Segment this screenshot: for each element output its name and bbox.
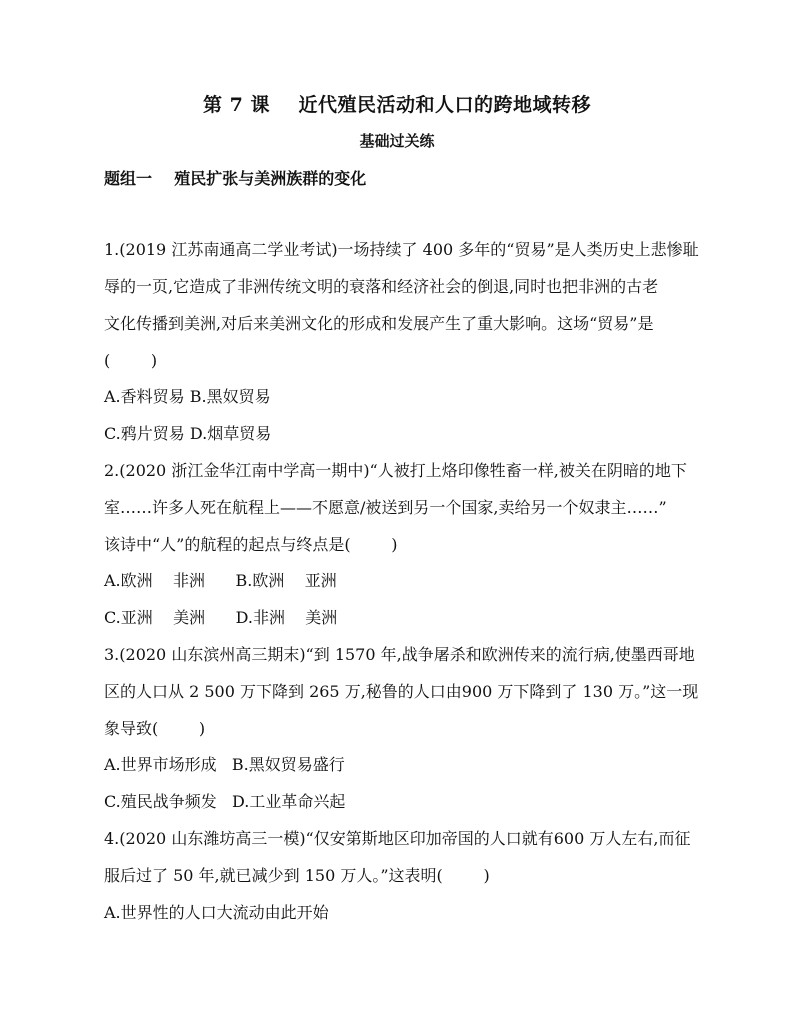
question-1-options-ab: A.香料贸易 B.黑奴贸易: [104, 387, 271, 406]
question-2-line-2: 室……许多人死在航程上——不愿意/被送到另一个国家,卖给另一个奴隶主……”: [104, 498, 667, 517]
question-4-line-1: 4.(2020 山东潍坊高三一模)“仅安第斯地区印加帝国的人口就有600 万人左右,而征: [104, 829, 691, 848]
question-2-line-3: 该诗中“人”的航程的起点与终点是( ): [104, 535, 398, 554]
question-1-answer-blank: ( ): [104, 351, 158, 370]
question-3-line-2: 区的人口从 2 500 万下降到 265 万,秘鲁的人口由900 万下降到了 130 万。”这一现: [104, 682, 699, 701]
question-3-line-3: 象导致( ): [104, 719, 206, 738]
question-1-options-cd: C.鸦片贸易 D.烟草贸易: [104, 424, 272, 443]
question-3-line-1: 3.(2020 山东滨州高三期末)“到 1570 年,战争屠杀和欧洲传来的流行病,使墨西哥地: [104, 645, 695, 664]
question-group-heading: 题组一 殖民扩张与美洲族群的变化: [104, 169, 367, 188]
question-1-line-2: 辱的一页,它造成了非洲传统文明的衰落和经济社会的倒退,同时也把非洲的古老: [104, 277, 659, 296]
question-2-options-ab: A.欧洲 非洲 B.欧洲 亚洲: [104, 571, 337, 590]
question-3-options-ab: A.世界市场形成 B.黑奴贸易盛行: [104, 755, 345, 774]
question-4-option-a: A.世界性的人口大流动由此开始: [104, 903, 329, 922]
question-1-line-1: 1.(2019 江苏南通高二学业考试)一场持续了 400 多年的“贸易”是人类历史上悲惨耻: [104, 240, 699, 259]
lesson-title: 第 7 课 近代殖民活动和人口的跨地域转移: [203, 94, 591, 116]
section-subtitle: 基础过关练: [359, 132, 435, 150]
question-2-line-1: 2.(2020 浙江金华江南中学高一期中)“人被打上烙印像牲畜一样,被关在阴暗的地下: [104, 461, 687, 480]
question-1-line-3: 文化传播到美洲,对后来美洲文化的形成和发展产生了重大影响。这场“贸易”是: [104, 314, 654, 333]
question-3-options-cd: C.殖民战争频发 D.工业革命兴起: [104, 792, 346, 811]
question-4-line-2: 服后过了 50 年,就已减少到 150 万人。”这表明( ): [104, 866, 490, 885]
question-2-options-cd: C.亚洲 美洲 D.非洲 美洲: [104, 608, 338, 627]
